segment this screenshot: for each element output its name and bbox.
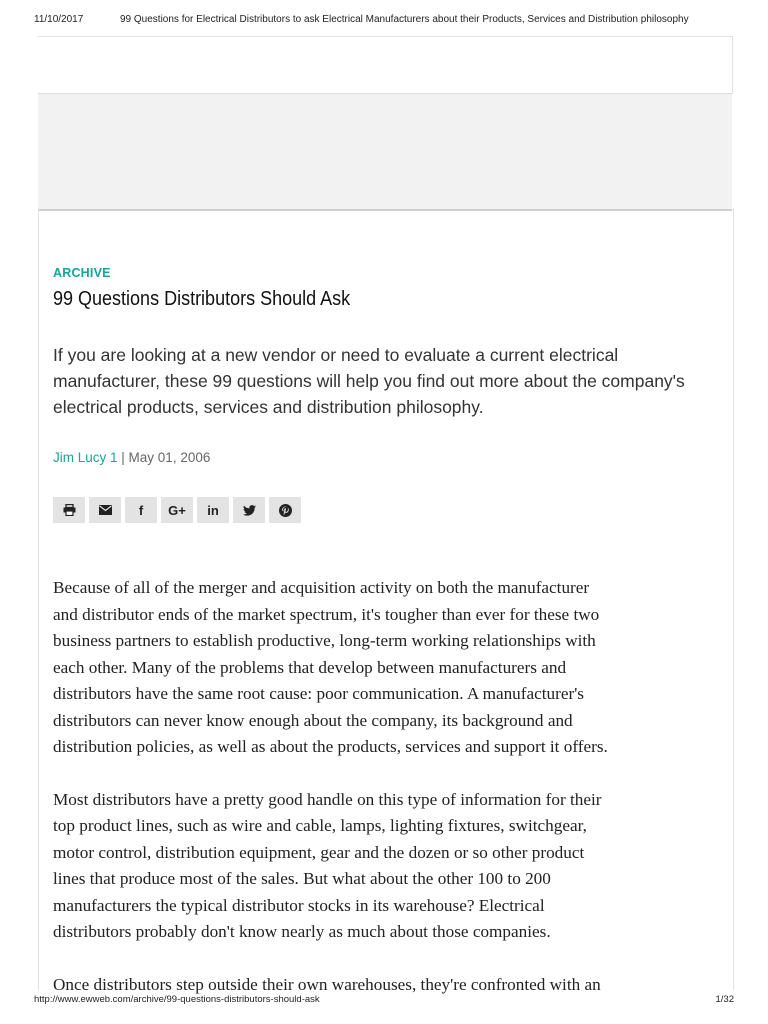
print-footer bbox=[34, 994, 734, 1005]
byline-separator: | bbox=[117, 450, 129, 465]
google-plus-icon: G+ bbox=[168, 502, 186, 518]
body-paragraph: Most distributors have a pretty good handle on this type of information for their top product lines, such as wire and cable, lamps, lighting fixtures, switchgear, motor control, distribution equipment, gear and the dozen or so other product lines that produce most of the sales. But what about the other 100 to 200 manufacturers the typical distributor stocks in its warehouse? Electrical distributors probably don't know nearly as much about those companies. bbox=[53, 789, 602, 941]
article-headline: 99 Questions Distributors Should Ask bbox=[53, 288, 351, 310]
share-toolbar bbox=[53, 497, 301, 523]
byline bbox=[53, 450, 210, 465]
article-body bbox=[53, 575, 733, 1024]
twitter-icon bbox=[243, 505, 256, 516]
publish-date: May 01, 2006 bbox=[128, 450, 211, 465]
share-google-plus-button[interactable] bbox=[161, 497, 193, 523]
share-twitter-button[interactable] bbox=[233, 497, 265, 523]
body-paragraph: Once distributors step outside their own warehouses, they're confronted with an bbox=[53, 974, 601, 994]
print-header bbox=[34, 14, 734, 25]
print-title: 99 Questions for Electrical Distributors to ask Electrical Manufacturers about their Products, Services and Distribution philosophy bbox=[120, 14, 689, 25]
print-icon bbox=[63, 504, 76, 516]
share-email-button[interactable] bbox=[89, 497, 121, 523]
share-facebook-button[interactable] bbox=[125, 497, 157, 523]
pinterest-icon bbox=[279, 504, 292, 517]
facebook-icon: f bbox=[138, 502, 144, 518]
print-date: 11/10/2017 bbox=[34, 14, 84, 25]
body-paragraph: Because of all of the merger and acquisition activity on both the manufacturer and distributor ends of the market spectrum, it's tougher than ever for these two business partners to establish productive, long-term working relationships with each other. Many of the problems that develop between manufacturers and distributors have the same root cause: poor communication. A manufacturer's distributors can never know enough about the company, its background and distribution policies, as well as about the products, services and support it offers. bbox=[53, 578, 608, 756]
envelope-icon bbox=[99, 505, 112, 515]
ad-banner-area bbox=[38, 93, 732, 211]
section-tag[interactable]: ARCHIVE bbox=[53, 266, 111, 280]
share-print-button[interactable] bbox=[53, 497, 85, 523]
article-summary: If you are looking at a new vendor or need to evaluate a current electrical manufacturer, these 99 questions will help you find out more about the company's electrical products, services and distribution philosophy. bbox=[53, 345, 685, 417]
site-header-bar bbox=[38, 36, 733, 94]
print-url: http://www.ewweb.com/archive/99-questions-distributors-should-ask bbox=[34, 994, 320, 1005]
share-pinterest-button[interactable] bbox=[269, 497, 301, 523]
author-link[interactable]: Jim Lucy 1 bbox=[53, 450, 118, 465]
page-number: 1/32 bbox=[715, 994, 734, 1005]
linkedin-icon: in bbox=[207, 502, 219, 518]
share-linkedin-button[interactable] bbox=[197, 497, 229, 523]
